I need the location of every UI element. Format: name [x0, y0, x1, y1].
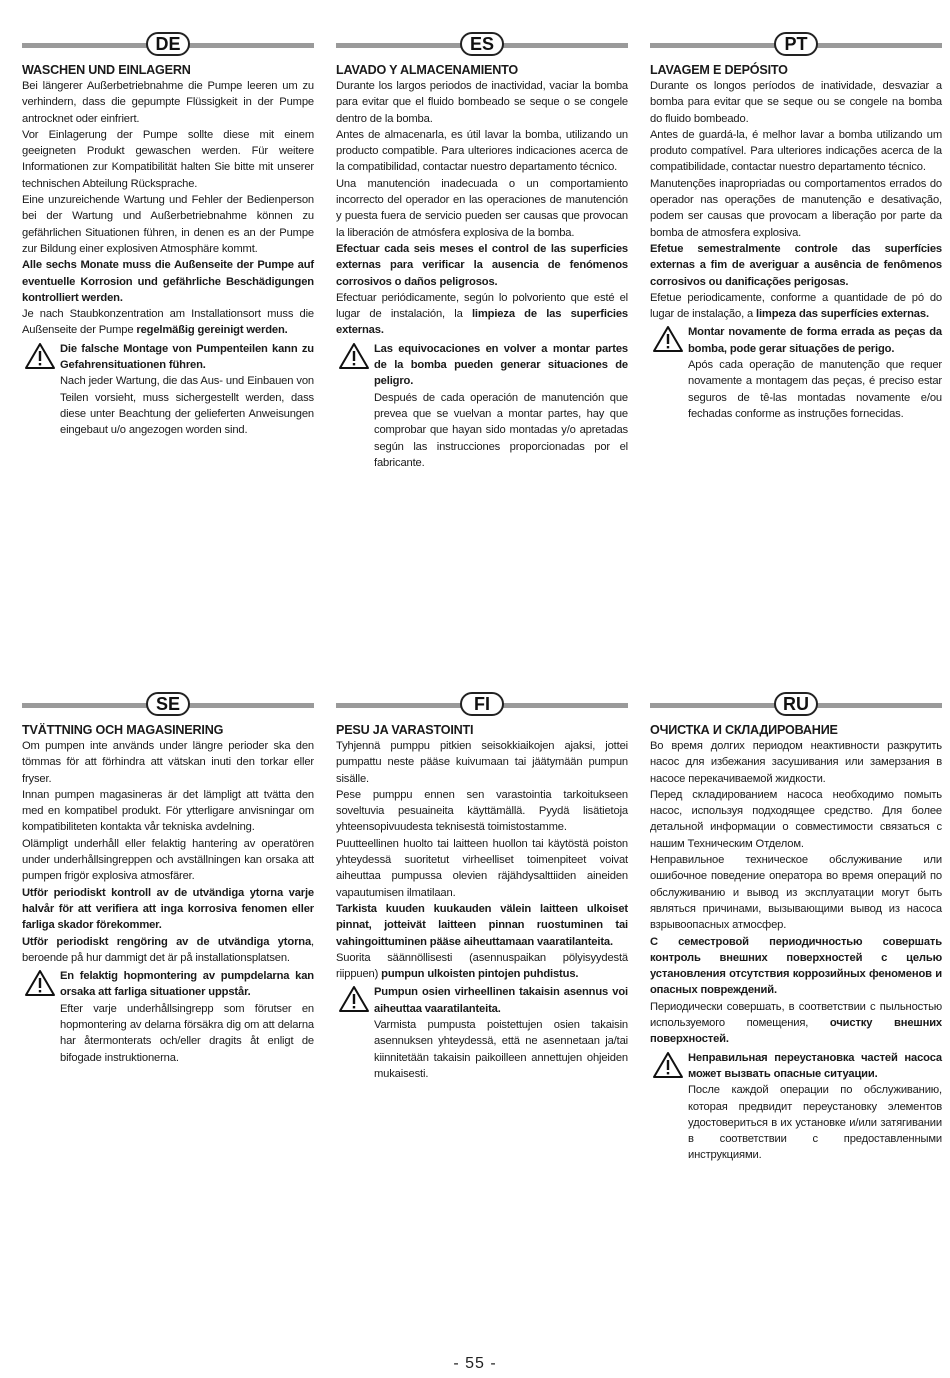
warning-triangle-icon [24, 969, 56, 997]
section-title: TVÄTTNING OCH MAGASINERING [22, 723, 224, 737]
language-badge: FI [460, 692, 504, 716]
paragraph: Durante los largos periodos de inactividad, vaciar la bomba para evitar que el fluido bombeado se seque o se congele dentro de la bomba. [336, 80, 628, 125]
warning-block [650, 324, 942, 422]
paragraph: Eine unzureichende Wartung und Fehler der Bedienperson bei der Wartung und Außerbetriebnahme können zu gefährlichen Situationen führen, in denen es an der Pumpe zur Bildung einer explosiven Atmosphäre kommt. [22, 194, 314, 255]
warning-text: Después de cada operación de manutención que prevea que se vuelvan a montar partes, hay que comprobar que hayan sido montadas y/o apretadas según las instrucciones proporcionadas por el fabricante. [374, 391, 628, 469]
warning-block [336, 341, 628, 471]
bold-paragraph: Efectuar cada seis meses el control de las superficies externas para verificar la ausencia de fenómenos corrosivos o daños peligrosos. [336, 242, 628, 288]
warning-title: Las equivocaciones en volver a montar partes de la bomba pueden generar situaciones de peligro. [374, 342, 628, 388]
warning-text: Nach jeder Wartung, die das Aus- und Einbauen von Teilen vorsieht, muss sichergestellt werden, dass diese unter Beachtung der gelieferten Anweisungen eingebaut u/o angezogen worden sind. [60, 375, 314, 437]
paragraph: Во время долгих периодом неактивности разкрутить насос для избежания засушивания или замерзания в насосе перекачиваемой жидкости. [650, 740, 942, 785]
paragraph-text: Je nach Staubkonzentration am Installationsort muss die Außenseite der Pumpe [22, 308, 314, 337]
section-ru [650, 692, 942, 1164]
section-es [336, 32, 628, 471]
paragraph: Tyhjennä pumppu pitkien seisokkiaikojen ajaksi, jottei pumpattu neste pääse kuivumaan tai jäätymään pumpun sisälle. [336, 740, 628, 785]
bold-paragraph: Utför periodiskt kontroll av de utvändiga ytorna varje halvår för att verifiera att inga korrosiva fenomen eller farliga skador förekommer. [22, 886, 314, 932]
paragraph: Vor Einlagerung der Pumpe sollte diese mit einem geeigneten Produkt gewaschen werden. Für weitere Informationen zur Kompatibilität halten Sie bitte mit unserer technischen Abteilung Rücksprache. [22, 128, 314, 190]
paragraph: Olämpligt underhåll eller felaktig hantering av operatören under underhållsingreppen och avställningen kan orsaka att pumpen frigör explosiva atmosfärer. [22, 837, 314, 883]
warning-text: Varmista pumpusta poistettujen osien takaisin asennuksen yhteydessä, että ne asennetaan ja/tai kiinnitetään takaisin paikoilleen annettujen ohjeiden mukaisesti. [374, 1019, 628, 1080]
language-header [336, 692, 628, 718]
section-se [22, 692, 314, 1066]
paragraph: Неправильное техническое обслуживание или ошибочное поведение оператора во время операций по обслуживанию и вывод из эксплуатации могут быть являться причинами, вызывающими вывод из насоса взрывоопасных атмосфер. [650, 854, 942, 932]
section-title: LAVAGEM E DEPÓSITO [650, 63, 788, 77]
paragraph [336, 950, 628, 983]
section-pt [650, 32, 942, 422]
paragraph [650, 999, 942, 1048]
paragraph [22, 934, 314, 967]
warning-triangle-icon [652, 1051, 684, 1079]
language-header [650, 692, 942, 718]
language-badge: ES [460, 32, 504, 56]
paragraph: Durante os longos períodos de inatividade, desvaziar a bomba para evitar que se seque ou se congele na bomba do fluido bombeado. [650, 80, 942, 125]
warning-text: После каждой операции по обслуживанию, которая предвидит переустановку элементов удостовериться в их установке и/или затягивании в соответствии с предоставленными инструкциями. [688, 1084, 942, 1162]
language-header [22, 32, 314, 58]
paragraph [650, 290, 942, 323]
paragraph-tail: , beroende på hur dammigt det är på installationsplatsen. [22, 935, 314, 964]
warning-triangle-icon [24, 342, 56, 370]
warning-title: Montar novamente de forma errada as peças da bomba, pode gerar situações de perigo. [688, 326, 942, 355]
bold-paragraph: С семестровой периодичностью совершать контроль внешних поверхностей с целью установления отсутствия коррозийных феноменов и опасных повреждений. [650, 935, 942, 997]
warning-title: Неправильная переустановка частей насоса может вызвать опасные ситуации. [688, 1051, 942, 1080]
paragraph-emphasis: pumpun ulkoisten pintojen puhdistus. [381, 968, 579, 981]
warning-block [336, 984, 628, 1082]
paragraph: Antes de almacenarla, es útil lavar la bomba, utilizando un producto compatible. Para ulteriores indicaciones acerca de la compatibilidad, contactar nuestro departamento técnico. [336, 128, 628, 174]
section-fi [336, 692, 628, 1082]
warning-title: Pumpun osien virheellinen takaisin asennus voi aiheuttaa vaaratilanteita. [374, 986, 628, 1015]
warning-text: Efter varje underhållsingrepp som förutser en hopmontering av delarna försäkra dig om att delarna har återmonterats och/eller dragits åt enligt de bifogade instruktionerna. [60, 1002, 314, 1064]
paragraph-emphasis: очистку внешних поверхностей. [650, 1017, 942, 1046]
language-badge: SE [146, 692, 190, 716]
section-de [22, 32, 314, 439]
section-title: LAVADO Y ALMACENAMIENTO [336, 63, 518, 77]
paragraph-emphasis: limpeza das superfícies externas. [756, 308, 929, 321]
paragraph-text: Suorita säännöllisesti (asennuspaikan pölyisyydestä riippuen) [336, 951, 628, 981]
warning-triangle-icon [338, 342, 370, 370]
paragraph: Innan pumpen magasineras är det lämpligt att tvätta den med en kompatibel produkt. För ytterligare anvisningar om kompatibiliteten kontakta vår tekniska avdelning. [22, 788, 314, 834]
paragraph: Pese pumppu ennen sen varastointia tarkoitukseen soveltuvia pesuaineita käyttämällä. Pyydä lisätietoja yhteensopivuudesta teknisestä toimistostamme. [336, 788, 628, 834]
language-header [336, 32, 628, 58]
language-badge: PT [774, 32, 818, 56]
warning-text: Após cada operação de manutenção que requer novamente a montagem das peças, é preciso estar seguros de tê-las montadas novamente e/ou fechadas conforme as instruções fornecidas. [688, 359, 942, 420]
bold-paragraph: Efetue semestralmente controle das superfícies externas a fim de averiguar a ausência de fenômenos corrosivos ou danificações perigosas. [650, 242, 942, 288]
warning-title: Die falsche Montage von Pumpenteilen kann zu Gefahrensituationen führen. [60, 342, 314, 372]
section-title: WASCHEN UND EINLAGERN [22, 63, 191, 77]
paragraph: Antes de guardá-la, é melhor lavar a bomba utilizando um produto compatível. Para ulteriores indicações acerca de la compatibilidade, contactar nuestro departamento técnico. [650, 128, 942, 174]
paragraph: Om pumpen inte används under längre perioder ska den tömmas för att förhindra att vätskan inuti den torkar eller fryser. [22, 740, 314, 785]
warning-block [650, 1050, 942, 1164]
bold-paragraph: Tarkista kuuden kuukauden välein laitteen ulkoiset pinnat, jotteivät laitteen pinnan ruostuminen tai vahingoittuminen pääse aiheuttamaan vaaratilanteita. [336, 902, 628, 948]
language-badge: DE [146, 32, 190, 56]
page-number: - 55 - [453, 1355, 497, 1372]
paragraph [22, 306, 314, 339]
section-title: ОЧИСТКА И СКЛАДИРОВАНИЕ [650, 723, 838, 737]
paragraph-emphasis: limpieza de las superficies externas. [336, 308, 628, 337]
paragraph-text: Efetue periodicamente, conforme a quantidade de pó do lugar de instalação, a [650, 291, 942, 321]
paragraph-emphasis: regelmäßig gereinigt werden. [136, 324, 288, 337]
paragraph-emphasis: Utför periodiskt rengöring av de utvändiga ytorna [22, 935, 312, 948]
language-header [650, 32, 942, 58]
paragraph: Manutenções inapropriadas ou comportamentos errados do operador nas operações de manutenção e desativação, podem ser causas que provocam a liberação por parte da bomba de atmosfera explosiva. [650, 177, 942, 239]
warning-block [22, 968, 314, 1066]
paragraph-text: Efectuar periódicamente, según lo polvoriento que esté el lugar de instalación, la [336, 291, 628, 321]
paragraph: Una manutención inadecuada o un comportamiento incorrecto del operador en las operaciones de manutención y puesta fuera de servicio pueden ser causas que provocan la liberación de atmósfera explosiva de la bomba. [336, 177, 628, 239]
warning-block [22, 341, 314, 439]
warning-title: En felaktig hopmontering av pumpdelarna kan orsaka att farliga situationer uppstår. [60, 970, 314, 999]
warning-triangle-icon [338, 985, 370, 1013]
language-badge: RU [774, 692, 818, 716]
bold-paragraph: Alle sechs Monate muss die Außenseite der Pumpe auf eventuelle Korrosion und gefährliche Beschädigungen kontrolliert werden. [22, 259, 314, 304]
warning-triangle-icon [652, 325, 684, 353]
paragraph [336, 290, 628, 339]
paragraph: Bei längerer Außerbetriebnahme die Pumpe leeren um zu verhindern, dass die gepumpte Flüssigkeit in der Pumpe antrocknet oder einfriert. [22, 80, 314, 125]
section-title: PESU JA VARASTOINTI [336, 723, 474, 737]
paragraph-text: Периодически совершать, в соответствии с пыльностью используемого помещения, [650, 1000, 942, 1030]
paragraph: Puutteellinen huolto tai laitteen huollon tai käytöstä poiston yhteydessä suoritetut virheelliset toimenpiteet voivat aiheuttaa pumpussa olevien räjähdysalttiiden aineiden vapautumisen ilmatilaan. [336, 837, 628, 899]
language-header [22, 692, 314, 718]
paragraph: Перед складированием насоса необходимо помыть насос, используя подходящее средство. Для более детальной информации о совместимости связаться с нашим Техническим Отделом. [650, 788, 942, 850]
